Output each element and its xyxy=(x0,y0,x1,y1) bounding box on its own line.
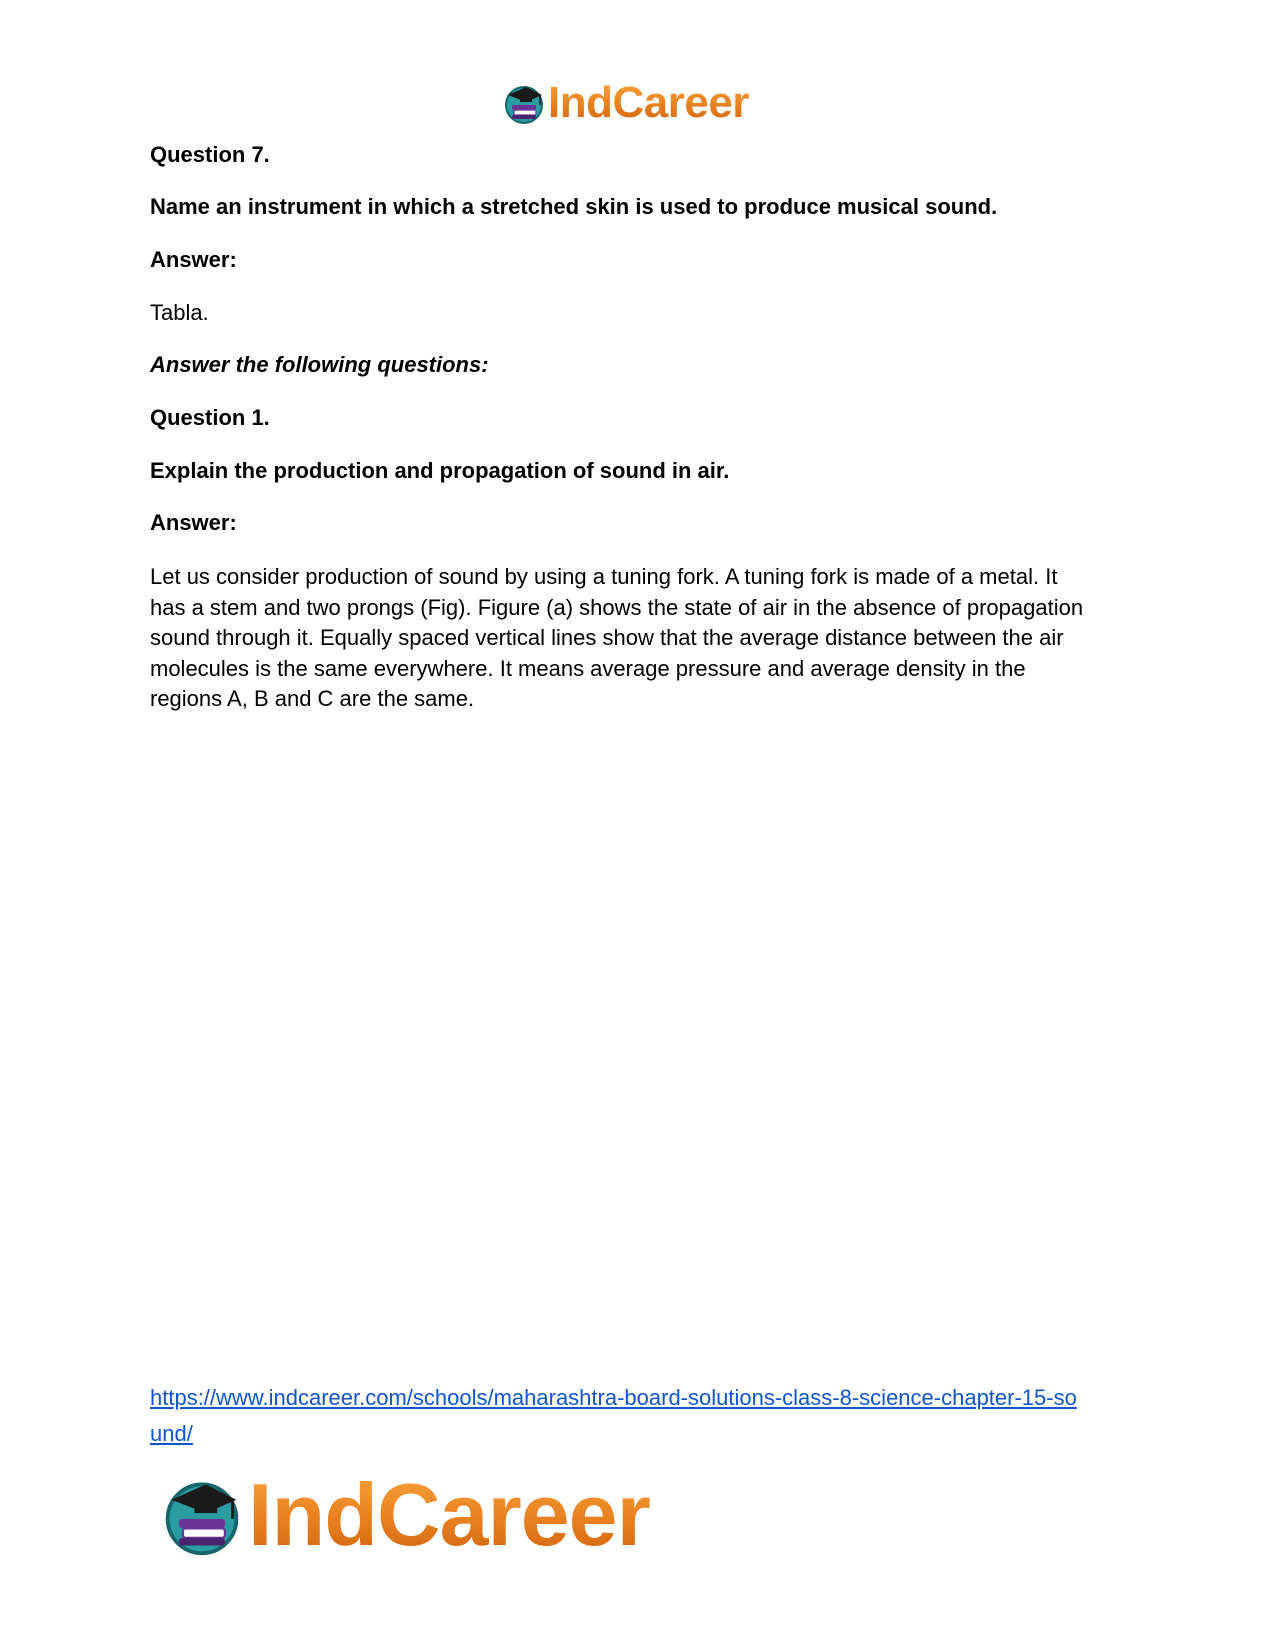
source-link[interactable] xyxy=(150,1380,1077,1452)
header-logo xyxy=(502,80,749,126)
source-link-line: und/ xyxy=(150,1421,193,1446)
question-1-text: Explain the production and propagation of sound in air. xyxy=(150,458,730,483)
brand-name: IndCareer xyxy=(548,78,749,127)
answer-line: molecules is the same everywhere. It means average pressure and average density in the xyxy=(150,655,1026,681)
question-7-answer: Tabla. xyxy=(150,300,209,325)
answer-line: sound through it. Equally spaced vertical lines show that the average distance between the air xyxy=(150,625,1064,650)
question-1-title: Question 1. xyxy=(150,405,270,430)
question-7-title: Question 7. xyxy=(150,142,270,167)
question-1-answer-label: Answer: xyxy=(150,510,237,535)
graduation-cap-books-icon xyxy=(160,1473,244,1557)
source-link-line: https://www.indcareer.com/schools/maharashtra-board-solutions-class-8-science-chapter-15-so xyxy=(150,1385,1077,1410)
answer-line: has a stem and two prongs (Fig). Figure (a) shows the state of air in the absence of propagation xyxy=(150,594,1084,620)
section-heading: Answer the following questions: xyxy=(150,352,489,377)
question-7-text: Name an instrument in which a stretched skin is used to produce musical sound. xyxy=(150,194,998,219)
question-7-answer-label: Answer: xyxy=(150,247,237,272)
footer-logo xyxy=(160,1465,650,1564)
question-1-answer xyxy=(150,562,1130,715)
answer-line: Let us consider production of sound by using a tuning fork. A tuning fork is made of a metal. It xyxy=(150,564,1058,589)
brand-name: IndCareer xyxy=(248,1465,650,1564)
answer-line: regions A, B and C are the same. xyxy=(150,686,475,711)
graduation-cap-books-icon xyxy=(502,81,546,125)
